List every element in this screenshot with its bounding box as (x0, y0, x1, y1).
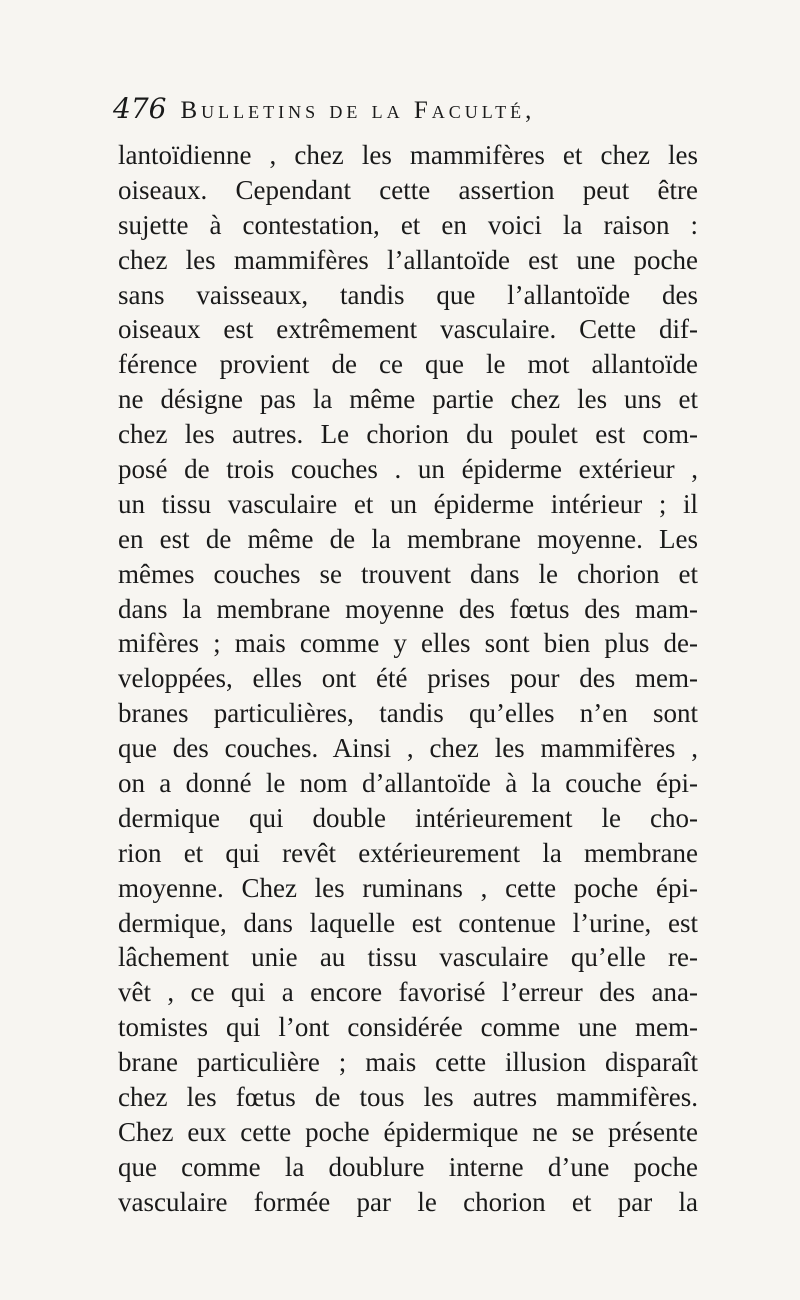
text-line: Chez eux cette poche épidermique ne se présente (118, 1116, 698, 1147)
text-line: tomistes qui l’ont considérée comme une mem- (118, 1012, 698, 1043)
page-number: 476 (113, 92, 167, 125)
text-line: oiseaux est extrêmement vasculaire. Cette dif- (118, 314, 698, 345)
text-line: ne désigne pas la même partie chez les uns et (118, 384, 698, 415)
text-line: sans vaisseaux, tandis que l’allantoïde des (118, 279, 698, 310)
text-line: vasculaire formée par le chorion et par la (118, 1186, 698, 1217)
text-line: on a donné le nom d’allantoïde à la couche épi- (118, 768, 698, 799)
text-line: mifères ; mais comme y elles sont bien plus de- (118, 628, 698, 659)
text-line: mêmes couches se trouvent dans le chorion et (118, 558, 698, 589)
text-line: que comme la doublure interne d’une poche (118, 1151, 698, 1182)
text-line: vêt , ce qui a encore favorisé l’erreur des ana- (118, 977, 698, 1008)
text-line: dermique, dans laquelle est contenue l’urine, est (118, 907, 698, 938)
text-line: moyenne. Chez les ruminans , cette poche épi- (118, 872, 698, 903)
text-line: en est de même de la membrane moyenne. Les (118, 523, 698, 554)
text-line: rion et qui revêt extérieurement la membrane (118, 837, 698, 868)
text-line: lantoïdienne , chez les mammifères et chez les (118, 140, 698, 170)
text-line: férence provient de ce que le mot allantoïde (118, 349, 698, 380)
text-line: veloppées, elles ont été prises pour des mem- (118, 663, 698, 694)
text-line: dermique qui double intérieurement le cho- (118, 802, 698, 833)
text-line: branes particulières, tandis qu’elles n’en sont (118, 698, 698, 729)
running-title: Bulletins de la Faculté, (180, 97, 536, 124)
text-line: posé de trois couches . un épiderme extérieur , (118, 454, 698, 485)
body-text (118, 138, 698, 1220)
running-head (113, 92, 673, 132)
text-line: chez les mammifères l’allantoïde est une poche (118, 244, 698, 275)
text-line: chez les autres. Le chorion du poulet est com- (118, 419, 698, 450)
text-line: lâchement unie au tissu vasculaire qu’elle re- (118, 942, 698, 973)
text-line: oiseaux. Cependant cette assertion peut être (118, 174, 698, 205)
text-line: un tissu vasculaire et un épiderme intérieur ; il (118, 488, 698, 519)
text-line: chez les fœtus de tous les autres mammifères. (118, 1082, 698, 1113)
text-line: brane particulière ; mais cette illusion disparaît (118, 1047, 698, 1078)
text-line: dans la membrane moyenne des fœtus des mam- (118, 593, 698, 624)
text-line: que des couches. Ainsi , chez les mammifères , (118, 733, 698, 764)
text-line: sujette à contestation, et en voici la raison : (118, 209, 698, 240)
